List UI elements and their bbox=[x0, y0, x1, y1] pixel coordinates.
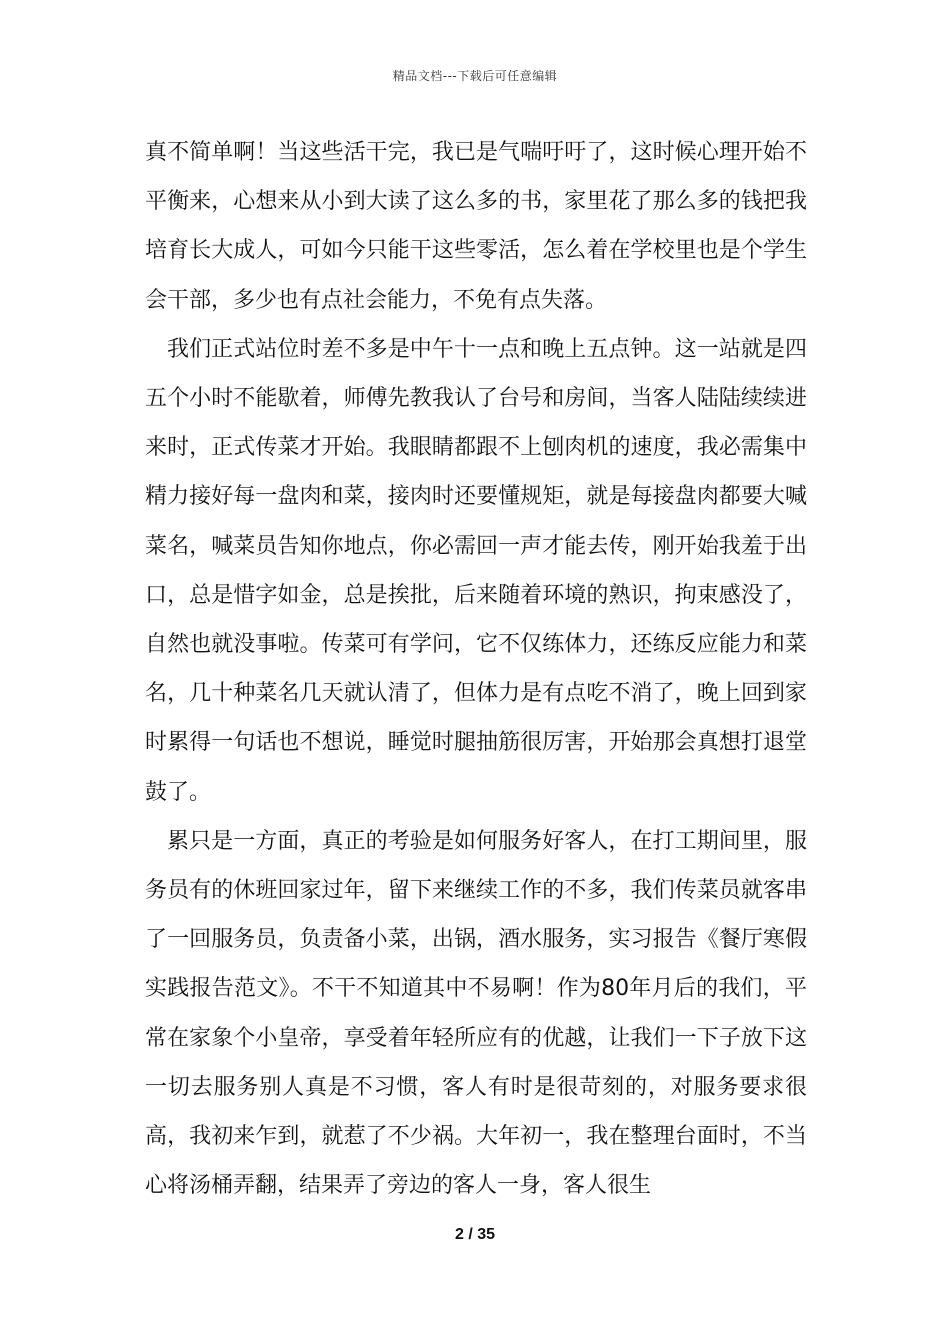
paragraph-2: 我们正式站位时差不多是中午十一点和晚上五点钟。这一站就是四五个小时不能歇着，师傅先教我认了台号和房间，当客人陆陆续续进来时，正式传菜才开始。我眼睛都跟不上刨肉机的速度，我必需集中精力接好每一盘肉和菜，接肉时还要懂规矩，就是每接盘肉都要大喊菜名，喊菜员告知你地点，你必需回一声才能去传，刚开始我羞于出口，总是惜字如金，总是挨批，后来随着环境的熟识，拘束感没了，自然也就没事啦。传菜可有学问，它不仅练体力，还练反应能力和菜名，几十种菜名几天就认清了，但体力是有点吃不消了，晚上回到家时累得一句话也不想说，睡觉时腿抽筋很厉害，开始那会真想打退堂鼓了。 bbox=[145, 336, 807, 805]
document-body bbox=[145, 128, 807, 1210]
paragraph-1: 真不简单啊！当这些活干完，我已是气喘吁吁了，这时候心理开始不平衡来，心想来从小到大读了这么多的书，家里花了那么多的钱把我培育长大成人，可如今只能干这些零活，怎么着在学校里也是个学生会干部，多少也有点社会能力，不免有点失落。 bbox=[145, 140, 807, 313]
page-header: 精品文档---下载后可任意编辑 bbox=[392, 69, 558, 83]
page-number: 2 / 35 bbox=[454, 1226, 496, 1243]
paragraph-3: 累只是一方面，真正的考验是如何服务好客人，在打工期间里，服务员有的休班回家过年，留下来继续工作的不多，我们传菜员就客串了一回服务员，负责备小菜，出锅，酒水服务，实习报告《餐厅寒假实践报告范文》。不干不知道其中不易啊！作为80年月后的我们，平常在家象个小皇帝，享受着年轻所应有的优越，让我们一下子放下这一切去服务别人真是不习惯，客人有时是很苛刻的，对服务要求很高，我初来乍到，就惹了不少祸。大年初一，我在整理台面时，不当心将汤桶弄翻，结果弄了旁边的客人一身，客人很生 bbox=[145, 828, 807, 1199]
